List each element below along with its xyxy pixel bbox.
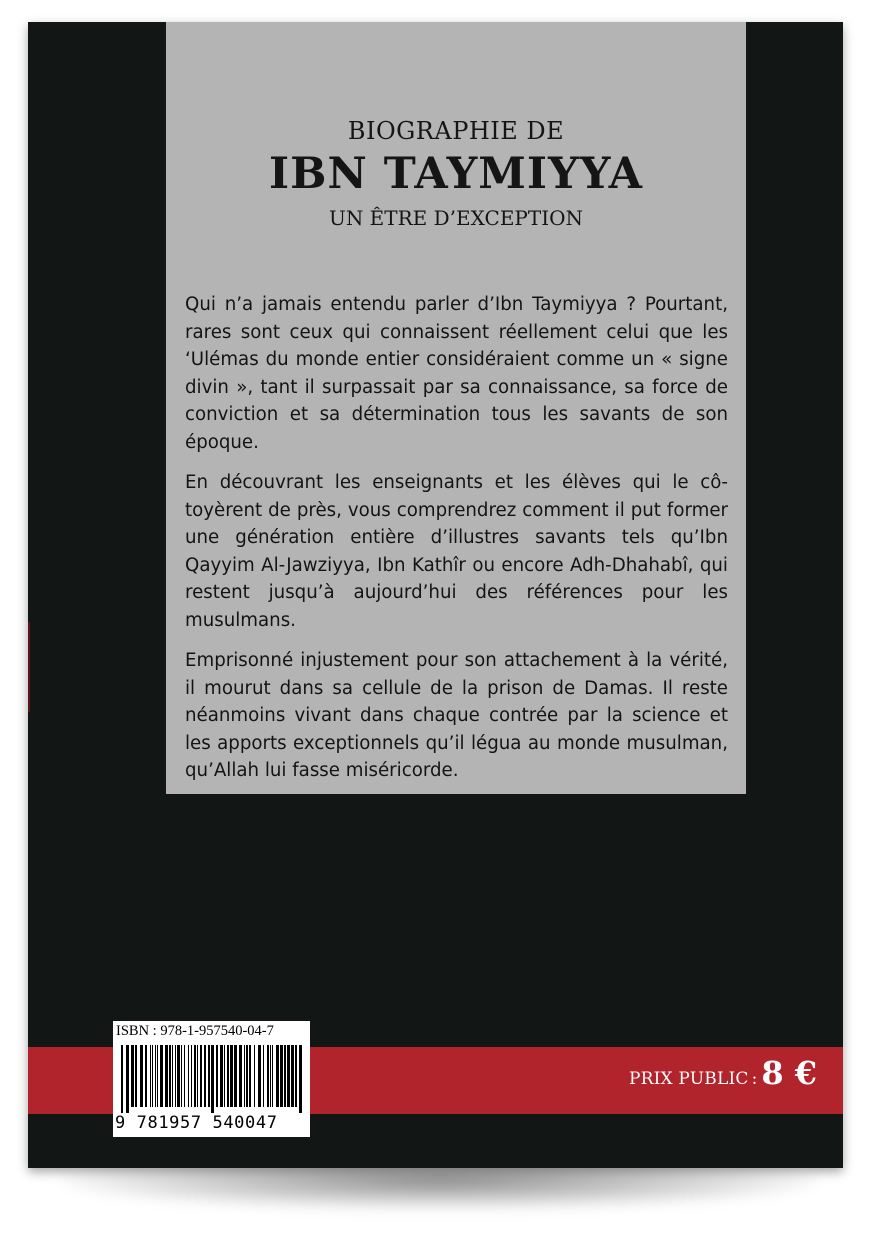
barcode-bar (155, 1045, 156, 1107)
barcode-bar (200, 1045, 202, 1107)
barcode-bar (211, 1045, 214, 1113)
barcode-bar (169, 1045, 171, 1107)
barcode-bar (177, 1045, 180, 1107)
barcode-bar (216, 1045, 218, 1107)
barcode-bar (140, 1045, 143, 1107)
barcode-bar (172, 1045, 173, 1107)
barcode-bar (191, 1045, 192, 1107)
barcode-bar (175, 1045, 176, 1107)
barcode-bar (126, 1045, 129, 1113)
barcode-digits: 9 781957 540047 (115, 1113, 278, 1133)
barcode-bar (284, 1045, 286, 1107)
blurb-paragraph-2: En découvrant les enseignants et les élèves qui le côtoyèrent de près, vous comprendrez comment il put former une génération entière d’illustres savants tels qu’Ibn Qayyim Al-Jawziyya, Ibn Kathîr ou encore Adh-Dhahabî, qui restent jusqu’à aujourd’hui des références pour les musulmans. (185, 472, 728, 631)
title-block (166, 117, 746, 231)
barcode-bar (224, 1045, 225, 1107)
barcode-bar (276, 1045, 279, 1107)
barcode-bar (220, 1045, 223, 1107)
text-panel (166, 22, 746, 794)
barcode-bar (152, 1045, 153, 1107)
barcode-bar (244, 1045, 245, 1107)
barcode-bar (291, 1045, 294, 1107)
barcode-bar (287, 1045, 290, 1107)
blurb (185, 291, 728, 798)
price-label: PRIX PUBLIC (628, 1069, 749, 1089)
barcode-bar (121, 1045, 123, 1113)
barcode-bar (145, 1045, 147, 1107)
barcode-bar (208, 1045, 210, 1107)
barcode-bar (270, 1045, 271, 1107)
blurb-paragraph-3: Emprisonné injustement pour son attachement à la vérité, il mourut dans sa cellule de la prison de Damas. Il reste néanmoins vivant dans chaque contrée par la science et les apports exceptionnels qu’il légua au monde musulman, qu’Allah lui fasse miséricorde. (185, 650, 728, 781)
barcode-bar (135, 1045, 137, 1107)
price-separator: : (751, 1069, 758, 1089)
book-subtitle: UN ÊTRE D’EXCEPTION (328, 206, 584, 230)
book-title: IBN TAYMIYYA (268, 149, 643, 199)
barcode-bar (194, 1045, 196, 1107)
price-label-group (629, 1054, 817, 1106)
barcode-bar (267, 1045, 269, 1107)
barcode-bar (160, 1045, 163, 1107)
barcode-bar (234, 1045, 237, 1107)
barcode-bar (280, 1045, 283, 1107)
barcode-bar (258, 1045, 261, 1107)
barcode-bar (184, 1045, 185, 1107)
barcode-bar (272, 1045, 273, 1107)
barcode-icon (119, 1045, 305, 1113)
barcode-bar (131, 1045, 134, 1107)
book-back-cover (28, 22, 843, 1168)
barcode-bar (254, 1045, 255, 1107)
barcode-bar (181, 1045, 182, 1107)
isbn-text: ISBN : 978-1-957540-04-7 (116, 1023, 274, 1039)
barcode-bar (239, 1045, 242, 1107)
barcode-bar (249, 1045, 251, 1107)
barcode-bar (246, 1045, 248, 1107)
barcode-label (113, 1021, 310, 1137)
barcode-bar (150, 1045, 151, 1107)
barcode-bar (157, 1045, 158, 1107)
cover-edge-accent (28, 622, 30, 712)
barcode-bar (165, 1045, 168, 1107)
barcode-bar (263, 1045, 264, 1107)
barcode-bar (299, 1045, 302, 1113)
barcode-bar (204, 1045, 206, 1107)
barcode-bar (188, 1045, 189, 1107)
barcode-bar (230, 1045, 233, 1107)
barcode-bar (227, 1045, 229, 1107)
blurb-paragraph-1: Qui n’a jamais entendu parler d’Ibn Taymiyya ? Pourtant, rares sont ceux qui connaissent réellement celui que les ‘Ulémas du monde entier considéraient comme un « signe divin », tant il surpassait par sa connaissance, sa force de conviction et sa détermination tous les savants de son époque. (185, 294, 728, 453)
title-kicker: BIOGRAPHIE DE (347, 117, 565, 145)
barcode-bar (295, 1045, 297, 1107)
price-value: 8 € (761, 1054, 817, 1092)
barcode-bar (197, 1045, 198, 1107)
